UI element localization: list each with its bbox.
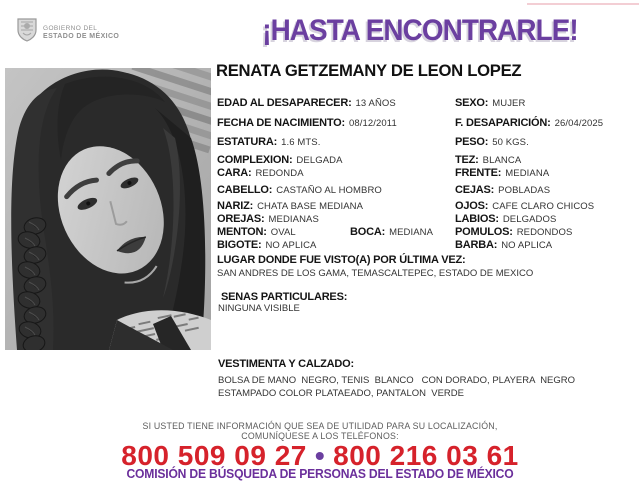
field-value: NO APLICA [265, 240, 317, 251]
field-value: CAFE CLARO CHICOS [492, 201, 595, 212]
field-label: LABIOS: [455, 213, 499, 225]
field-label: TEZ: [455, 154, 479, 166]
field-label: OJOS: [455, 200, 489, 212]
vestimenta-line1: BOLSA DE MANO NEGRO, TENIS BLANCO CON DORADO, PLAYERA NEGRO [218, 375, 576, 386]
field-row [455, 235, 552, 253]
estado-de-mexico-emblem-icon [16, 18, 38, 47]
field-value: DELGADOS [502, 214, 557, 225]
field-label: POMULOS: [455, 226, 513, 238]
field-value: CHATA BASE MEDIANA [257, 201, 364, 212]
field-label: PESO: [455, 136, 489, 148]
field-value: MEDIANAS [268, 214, 319, 225]
field-label: CEJAS: [455, 184, 495, 196]
field-row [217, 93, 396, 111]
field-row [217, 113, 397, 131]
field-value: OVAL [270, 227, 296, 238]
last-seen-value: SAN ANDRES DE LOS GAMA, TEMASCALTEPEC, ESTADO DE MEXICO [217, 268, 534, 279]
decorative-pink-line [527, 3, 639, 5]
field-row [455, 132, 529, 150]
logo-text [43, 25, 119, 41]
field-label: CABELLO: [217, 184, 273, 196]
vestimenta-line2: ESTAMPADO COLOR PLATAEADO, PANTALON VERDE [218, 388, 464, 399]
field-label: MENTON: [217, 226, 267, 238]
field-label: FECHA DE NACIMIENTO: [217, 117, 346, 129]
field-label: BOCA: [350, 226, 386, 238]
field-row [217, 163, 304, 181]
field-label: F. DESAPARICIÓN: [455, 117, 551, 129]
field-label: ESTATURA: [217, 136, 278, 148]
field-label: BIGOTE: [217, 239, 262, 251]
footer-info [0, 421, 640, 441]
field-value: DELGADA [296, 155, 343, 166]
field-value: 50 KGS. [492, 137, 529, 148]
field-label: COMPLEXION: [217, 154, 293, 166]
phone-number-2: 800 216 03 61 [333, 440, 519, 471]
field-value: MEDIANA [389, 227, 434, 238]
gobierno-logo [16, 18, 119, 47]
field-label: NARIZ: [217, 200, 254, 212]
person-name: RENATA GETZEMANY DE LEON LOPEZ [216, 61, 522, 80]
field-row-boca [350, 222, 433, 240]
field-value: REDONDA [255, 168, 304, 179]
missing-person-photo [5, 68, 211, 350]
field-value: 13 AÑOS [355, 98, 396, 109]
field-value: MEDIANA [505, 168, 550, 179]
senas-label: SENAS PARTICULARES: [221, 291, 348, 303]
field-label: OREJAS: [217, 213, 265, 225]
field-value: CASTAÑO AL HOMBRO [276, 185, 382, 196]
senas-value: NINGUNA VISIBLE [218, 303, 300, 314]
field-value: BLANCA [482, 155, 522, 166]
phone-number-1: 800 509 09 27 [121, 440, 307, 471]
field-value: REDONDOS [516, 227, 573, 238]
field-row [217, 132, 320, 150]
field-label: FRENTE: [455, 167, 502, 179]
banner-title: ¡HASTA ENCONTRARLE! [262, 14, 578, 47]
field-label: CARA: [217, 167, 252, 179]
vestimenta-label: VESTIMENTA Y CALZADO: [218, 358, 354, 370]
field-row [455, 93, 525, 111]
field-row [455, 163, 549, 181]
field-row [455, 113, 603, 131]
logo-line2: ESTADO DE MÉXICO [43, 32, 120, 40]
field-value: 1.6 MTS. [281, 137, 321, 148]
footer-info-line2: COMUNÍQUESE A LOS TELÉFONOS: [241, 431, 399, 441]
field-label: EDAD AL DESAPARECER: [217, 97, 352, 109]
last-seen-label: LUGAR DONDE FUE VISTO(A) POR ÚLTIMA VEZ: [217, 254, 466, 266]
field-value: POBLADAS [498, 185, 551, 196]
field-label: BARBA: [455, 239, 498, 251]
bullet-separator: • [314, 440, 326, 471]
field-value: 26/04/2025 [554, 118, 604, 129]
commission-name: COMISIÓN DE BÚSQUEDA DE PERSONAS DEL ESTADO DE MÉXICO [126, 467, 514, 481]
field-value: NO APLICA [501, 240, 553, 251]
field-label: SEXO: [455, 97, 489, 109]
field-value: 08/12/2011 [349, 118, 397, 129]
logo-line1: GOBIERNO DEL [43, 24, 98, 32]
footer-info-line1: SI USTED TIENE INFORMACIÓN QUE SEA DE UTILIDAD PARA SU LOCALIZACIÓN, [142, 421, 498, 431]
field-row [217, 235, 317, 253]
field-value: MUJER [492, 98, 526, 109]
